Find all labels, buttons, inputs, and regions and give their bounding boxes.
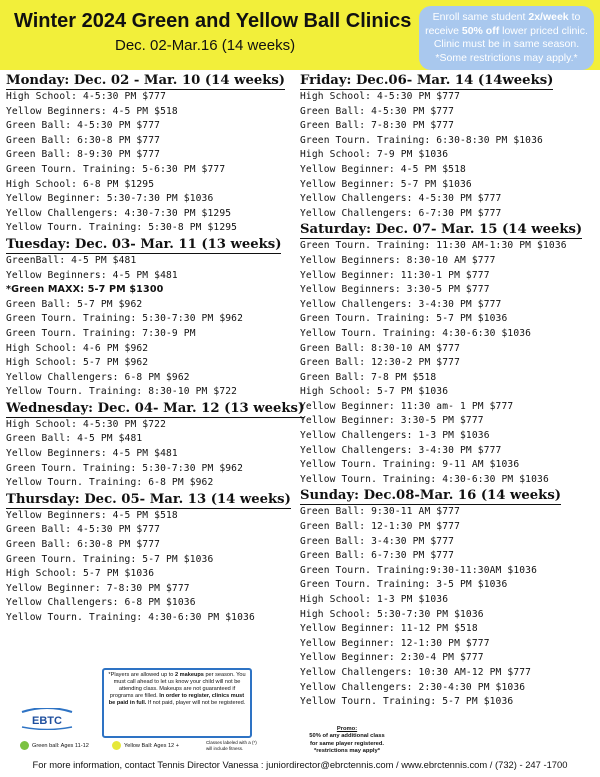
class-listing: High School: 4-5:30 PM $722	[6, 418, 166, 430]
promo-footnote-line: 50% of any additional class	[309, 733, 385, 740]
legend-green-ball	[20, 741, 89, 750]
class-listing: Green Ball: 6:30-8 PM $777	[6, 539, 161, 551]
class-listing: Green Tourn. Training:9:30-11:30AM $1036	[300, 564, 538, 576]
class-listing: Yellow Challengers: 6-8 PM $1036	[6, 597, 196, 609]
class-listing: Yellow Challengers: 10:30 AM-12 PM $777	[300, 666, 532, 678]
day-heading: Wednesday: Dec. 04- Mar. 12 (13 weeks)	[6, 400, 305, 416]
day-section	[300, 487, 600, 709]
class-listing: Yellow Beginner: 12-1:30 PM $777	[300, 637, 490, 649]
note-text-2: per season. You must call ahead to let us know your child will not be attending class. Makeups are not guaranteed if programs are filled.	[109, 672, 246, 699]
class-listing: Yellow Challengers: 4-5:30 PM $777	[300, 193, 502, 205]
day-heading-wrap	[6, 236, 296, 254]
class-listing: *Green MAXX: 5-7 PM $1300	[6, 284, 164, 296]
note-text-1: *Players are allowed up to	[108, 672, 175, 678]
class-listing: Green Tourn. Training: 6:30-8:30 PM $1036	[300, 134, 543, 146]
class-listing: Green Tourn. Training: 5:30-7:30 PM $962	[6, 313, 244, 325]
class-listing: Green Ball: 7-8:30 PM $777	[300, 120, 455, 132]
class-listing: High School: 6-8 PM $1295	[6, 178, 155, 190]
class-listing: Green Ball: 7-8 PM $518	[300, 371, 437, 383]
schedule-column-right	[300, 72, 600, 710]
promo-box	[419, 6, 594, 70]
day-heading: Friday: Dec.06- Mar. 14 (14weeks)	[300, 73, 554, 88]
class-listing: High School: 5-7 PM $962	[6, 357, 149, 369]
day-heading-wrap	[300, 487, 600, 505]
day-heading: Sunday: Dec.08-Mar. 16 (14 weeks)	[300, 488, 561, 504]
class-listing: Green Tourn. Training: 7:30-9 PM	[6, 327, 196, 339]
class-listing: Yellow Beginners: 4-5 PM $481	[6, 269, 178, 281]
day-heading: Thursday: Dec. 05- Mar. 13 (14 weeks)	[6, 491, 291, 507]
class-listing: Yellow Beginners: 4-5 PM $518	[6, 105, 178, 117]
class-listing: Yellow Tourn. Training: 5-7 PM $1036	[300, 696, 514, 708]
class-listing: Green Ball: 6:30-8 PM $777	[6, 134, 161, 146]
class-listing: Yellow Beginner: 5:30-7:30 PM $1036	[6, 193, 214, 205]
class-listing: Green Ball: 8:30-10 AM $777	[300, 342, 460, 354]
class-listing: Green Ball: 12:30-2 PM $777	[300, 357, 460, 369]
class-listing: Green Tourn. Training: 11:30 AM-1:30 PM $1036	[300, 240, 567, 252]
class-listing: Green Tourn. Training: 5-7 PM $1036	[300, 313, 508, 325]
day-section	[6, 491, 296, 626]
class-listing: High School: 7-9 PM $1036	[300, 149, 449, 161]
note-emph-makeups: 2 makeups	[174, 672, 204, 678]
day-heading-wrap	[6, 491, 296, 509]
class-listing: Green Ball: 8-9:30 PM $777	[6, 149, 161, 161]
promo-emph-frequency: 2x/week	[528, 11, 569, 23]
class-listing: High School: 1-3 PM $1036	[300, 594, 449, 605]
green-ball-icon	[20, 741, 29, 750]
ebtc-logo	[18, 708, 76, 730]
class-listing: Green Ball: 4-5:30 PM $777	[6, 524, 161, 536]
class-listing: Green Ball: 6-7:30 PM $777	[300, 550, 455, 562]
day-heading-wrap	[6, 72, 296, 90]
yellow-ball-icon	[112, 741, 121, 750]
legend-yellow-label: Yellow Ball: Ages 12 +	[124, 742, 179, 749]
class-listing: Green Tourn. Training: 5:30-7:30 PM $962	[6, 462, 244, 474]
class-listing: Yellow Tourn. Training: 4:30-6:30 $1036	[300, 327, 532, 339]
day-section	[6, 72, 296, 236]
class-listing: Green Ball: 3-4:30 PM $777	[300, 535, 455, 547]
class-listing: Yellow Beginner: 3:30-5 PM $777	[300, 415, 484, 427]
class-listing: High School: 4-6 PM $962	[6, 342, 149, 354]
class-listing: Green Ball: 4-5 PM $481	[6, 433, 143, 445]
class-listing: Yellow Tourn. Training: 6-8 PM $962	[6, 477, 214, 489]
promo-text-pre: Enroll same student	[432, 11, 529, 23]
class-listing: Yellow Beginner: 11:30 am- 1 PM $777	[300, 400, 514, 412]
class-listing: Yellow Beginner: 4-5 PM $518	[300, 163, 466, 175]
promo-footnote	[281, 726, 413, 756]
class-listing: Yellow Challengers: 2:30-4:30 PM $1036	[300, 681, 526, 693]
makeup-policy-note	[102, 668, 252, 738]
class-listing: Yellow Tourn. Training: 5:30-8 PM $1295	[6, 222, 238, 234]
legend-green-label: Green ball: Ages 11-12	[32, 742, 89, 749]
class-listing: Yellow Challengers: 1-3 PM $1036	[300, 430, 490, 442]
class-listing: Yellow Challengers: 3-4:30 PM $777	[300, 298, 502, 310]
promo-text-mid: to receive	[425, 11, 581, 37]
class-listing: High School: 5-7 PM $1036	[300, 386, 449, 398]
class-listing: Green Tourn. Training: 5-6:30 PM $777	[6, 163, 226, 175]
promo-footnote-line: for same player registered.	[309, 740, 385, 747]
day-section	[6, 400, 305, 491]
promo-footnote-title: Promo:	[336, 726, 358, 732]
promo-emph-discount: 50% off	[461, 24, 500, 37]
class-listing: Green Ball: 4-5:30 PM $777	[300, 105, 455, 117]
page-title: Winter 2024 Green and Yellow Ball Clinics	[14, 10, 412, 32]
day-heading-wrap	[300, 221, 600, 239]
promo-footnote-line: *restrictions may apply*	[313, 748, 381, 755]
class-listing: Yellow Beginner: 11:30-1 PM $777	[300, 269, 490, 281]
note-emph-payment: In order to register, clinics must be paid in full.	[108, 693, 245, 706]
day-section	[6, 236, 296, 400]
page-subtitle: Dec. 02-Mar.16 (14 weeks)	[115, 37, 296, 54]
class-listing: Green Tourn. Training: 5-7 PM $1036	[6, 553, 214, 565]
class-listing: Yellow Tourn. Training: 4:30-6:30 PM $1036	[300, 473, 549, 485]
class-listing: Yellow Challengers: 6-7:30 PM $777	[300, 207, 502, 219]
note-text-3: If not paid, player will not be registered.	[146, 700, 246, 706]
class-listing: Green Ball: 9:30-11 AM $777	[300, 506, 460, 518]
class-listing: Green Ball: 12-1:30 PM $777	[300, 521, 460, 533]
class-listing: Yellow Tourn. Training: 9-11 AM $1036	[300, 459, 520, 471]
class-listing: Green Tourn. Training: 3-5 PM $1036	[300, 579, 508, 591]
footer-contact: For more information, contact Tennis Director Vanessa : juniordirector@ebrctennis.com / www.ebrctennis.com / (732) - 247 -1700	[32, 759, 568, 770]
class-listing: High School: 4-5:30 PM $777	[300, 91, 460, 102]
promo-text-post: lower priced clinic. Clinic must be in same season. *Some restrictions may apply.*	[433, 24, 588, 64]
legend-yellow-ball	[112, 741, 179, 750]
class-listing: Yellow Beginner: 11-12 PM $518	[300, 623, 478, 635]
class-listing: Yellow Challengers: 3-4:30 PM $777	[300, 444, 502, 456]
day-heading-wrap	[6, 400, 305, 418]
class-listing: High School: 5:30-7:30 PM $1036	[300, 608, 484, 620]
legend-fitness-note: Classes labeled with a (*) will include fitness.	[206, 740, 257, 751]
class-listing: Yellow Beginner: 5-7 PM $1036	[300, 178, 472, 190]
class-listing: Yellow Tourn. Training: 8:30-10 PM $722	[6, 386, 238, 398]
class-listing: Yellow Beginners: 8:30-10 AM $777	[300, 254, 496, 266]
class-listing: Green Ball: 4-5:30 PM $777	[6, 120, 161, 132]
schedule-column-left	[6, 72, 305, 626]
day-heading: Monday: Dec. 02 - Mar. 10 (14 weeks)	[6, 73, 286, 88]
class-listing: Green Ball: 5-7 PM $962	[6, 298, 143, 310]
class-listing: Yellow Beginners: 4-5 PM $518	[6, 509, 178, 521]
day-heading-wrap	[300, 72, 600, 90]
day-heading: Saturday: Dec. 07- Mar. 15 (14 weeks)	[300, 222, 583, 238]
class-listing: High School: 4-5:30 PM $777	[6, 91, 166, 102]
class-listing: Yellow Challengers: 4:30-7:30 PM $1295	[6, 207, 232, 219]
class-listing: Yellow Beginner: 7-8:30 PM $777	[6, 582, 190, 594]
day-section	[300, 221, 600, 487]
class-listing: GreenBall: 4-5 PM $481	[6, 254, 137, 266]
class-listing: Yellow Challengers: 6-8 PM $962	[6, 371, 190, 383]
class-listing: Yellow Tourn. Training: 4:30-6:30 PM $1036	[6, 612, 255, 623]
class-listing: Yellow Beginners: 3:30-5 PM $777	[300, 284, 490, 296]
day-heading: Tuesday: Dec. 03- Mar. 11 (13 weeks)	[6, 236, 282, 252]
class-listing: Yellow Beginners: 4-5 PM $481	[6, 448, 178, 460]
day-section	[300, 72, 600, 221]
class-listing: High School: 5-7 PM $1036	[6, 568, 155, 580]
class-listing: Yellow Beginner: 2:30-4 PM $777	[300, 652, 484, 664]
logo-text: EBTC	[32, 715, 62, 727]
